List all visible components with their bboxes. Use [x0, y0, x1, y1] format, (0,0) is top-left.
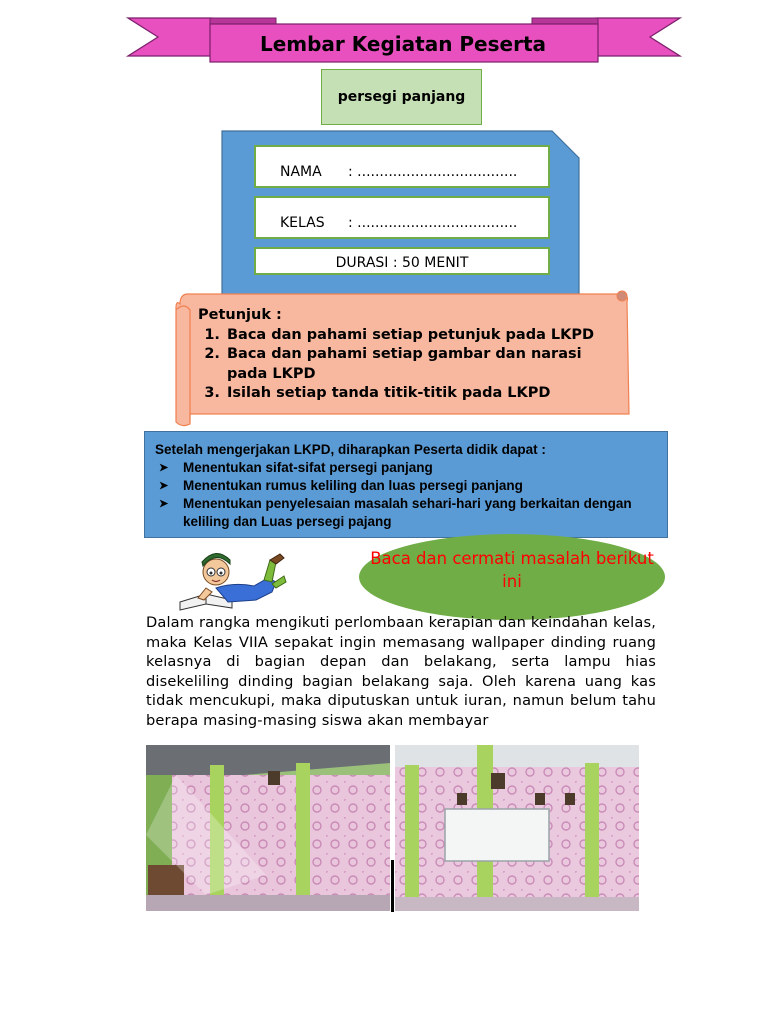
class-label: KELAS — [280, 215, 325, 231]
learning-objectives-box — [144, 431, 668, 538]
instructions-heading: Petunjuk : — [198, 307, 282, 323]
bullet-arrow-icon: ➤ — [159, 480, 169, 492]
topic-label: persegi panjang — [321, 69, 482, 125]
bullet-arrow-icon: ➤ — [159, 462, 169, 474]
bullet-arrow-icon: ➤ — [159, 498, 169, 510]
instruction-item: 3. Isilah setiap tanda titik-titik pada LKPD — [225, 384, 618, 404]
name-label: NAMA — [280, 164, 322, 180]
objective-item — [155, 477, 657, 495]
classroom-wall-photo — [395, 745, 639, 911]
objective-item — [155, 459, 657, 477]
objectives-list — [155, 459, 657, 531]
class-value: : .................................... — [348, 215, 518, 231]
page-title: Lembar Kegiatan Peserta — [259, 32, 547, 56]
callout-oval: Baca dan cermati masalah berikut ini — [359, 534, 665, 620]
photo-divider — [391, 860, 394, 912]
instruction-item: 2. Baca dan pahami setiap gambar dan narasi pada LKPD — [225, 345, 618, 384]
objectives-lead: Setelah mengerjakan LKPD, diharapkan Peserta didik dapat : — [155, 442, 546, 457]
duration-box: DURASI : 50 MENIT — [254, 247, 550, 275]
name-field[interactable] — [254, 145, 550, 188]
reading-student-illustration — [176, 548, 288, 612]
classroom-wall-photo — [146, 745, 390, 911]
objective-text: Menentukan penyelesaian masalah sehari-hari yang berkaitan dengan keliling dan Luas persegi pajang — [183, 496, 632, 529]
name-value: : .................................... — [348, 164, 518, 180]
objective-item — [155, 495, 657, 531]
instruction-item: 1. Baca dan pahami setiap petunjuk pada LKPD — [225, 326, 618, 346]
instructions-list — [198, 326, 618, 404]
objective-text: Menentukan rumus keliling dan luas persegi panjang — [183, 478, 523, 493]
instructions-text — [198, 306, 618, 414]
class-field[interactable] — [254, 196, 550, 239]
objective-text: Menentukan sifat-sifat persegi panjang — [183, 460, 433, 475]
problem-narrative: Dalam rangka mengikuti perlombaan kerapian dan keindahan kelas, maka Kelas VIIA sepakat ingin memasang wallpaper dinding ruang kelasnya di bagian depan dan belakang, serta lampu hias disekeliling dinding bagian belakang saja. Oleh karena uang kas tidak mencukupi, maka diputuskan untuk iuran, namun belum tahu berapa masing-masing siswa akan membayar — [146, 614, 656, 729]
